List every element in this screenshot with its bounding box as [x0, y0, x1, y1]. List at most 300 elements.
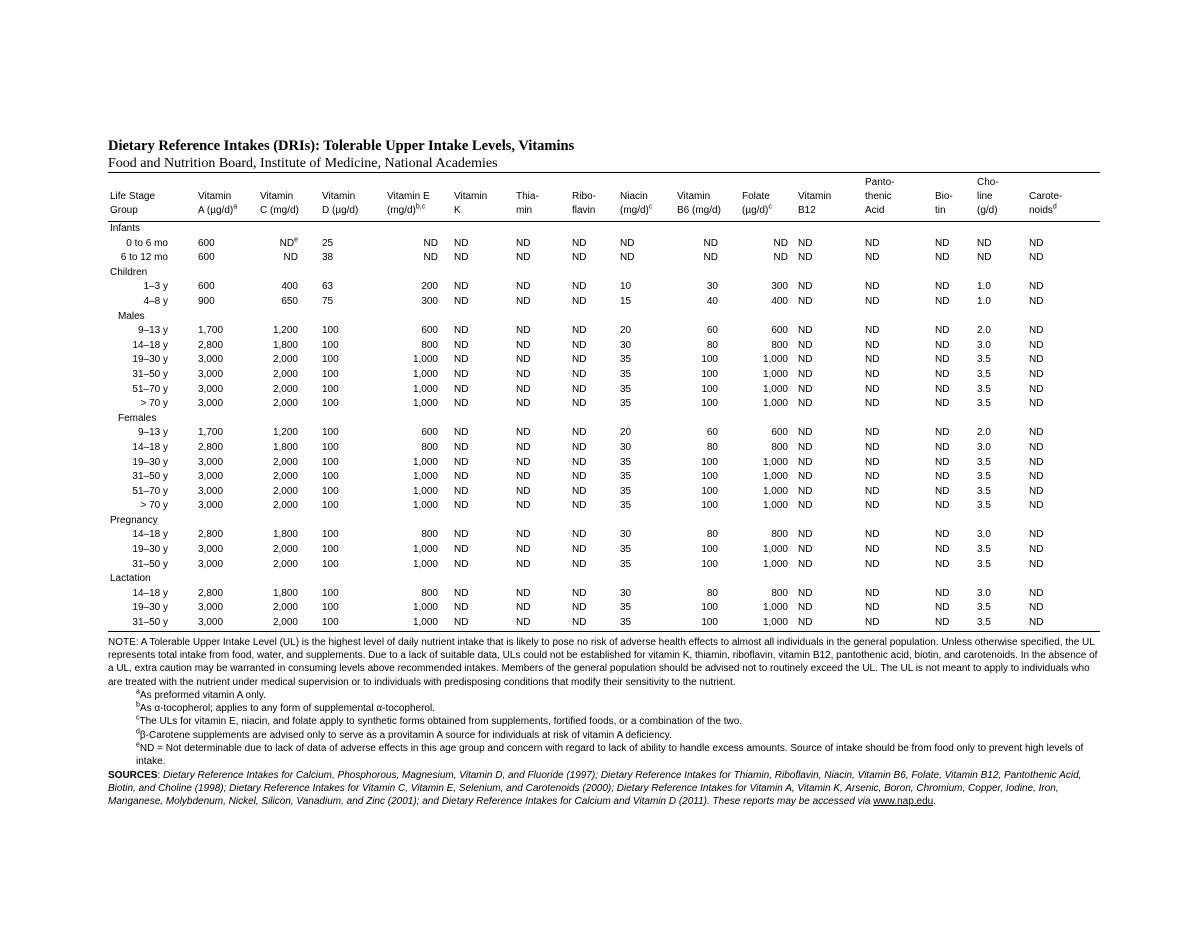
value-cell: ND	[454, 544, 469, 556]
value-cell: 30	[620, 587, 632, 599]
value-cell: 600	[421, 325, 438, 337]
value-cell: ND	[1029, 485, 1044, 497]
value-cell: ND	[865, 339, 880, 351]
value-cell: ND	[454, 383, 469, 395]
value-cell: ND	[570, 616, 618, 631]
column-header: Vitamin A $(\mu g/d)^a$	[198, 191, 238, 216]
value-cell: ND	[572, 471, 587, 483]
value-cell: ND	[516, 281, 531, 293]
table-row	[108, 251, 1100, 266]
value-cell: 1,000	[412, 471, 438, 483]
value-cell: ND	[1029, 325, 1044, 337]
value-cell: ND	[1029, 602, 1044, 614]
value-cell: 600	[421, 427, 438, 439]
age-cell: 14–18 y	[132, 587, 168, 599]
group-label: Infants	[110, 223, 141, 234]
value-cell: ND	[516, 500, 531, 512]
value-cell: 800	[771, 441, 788, 453]
value-cell: ND	[935, 295, 950, 307]
value-cell: 1,000	[412, 485, 438, 497]
value-cell: 1.0	[977, 295, 991, 307]
value-cell: ND	[454, 456, 469, 468]
value-cell: 35	[620, 354, 632, 366]
value-cell: 3.0	[977, 441, 991, 453]
value-cell: ND	[572, 587, 587, 599]
table-row	[108, 499, 1100, 514]
value-cell: 1,000	[762, 602, 788, 614]
value-cell: ND	[865, 295, 880, 307]
value-cell: ND	[454, 471, 469, 483]
value-cell: 1,800	[272, 339, 298, 351]
value-cell: ND	[935, 427, 950, 439]
value-cell: ND	[798, 354, 813, 366]
value-cell: ND	[796, 616, 863, 631]
value-cell: 800	[771, 529, 788, 541]
value-cell: ND	[703, 252, 718, 264]
value-cell: 300	[771, 281, 788, 293]
value-cell: 3.5	[977, 471, 991, 483]
value-cell: 2,000	[272, 558, 298, 570]
table-row	[108, 601, 1100, 616]
column-header: Vitamin K	[454, 191, 488, 216]
value-cell: ND	[454, 368, 469, 380]
value-cell: 60	[706, 427, 718, 439]
value-cell: ND	[1029, 558, 1044, 570]
value-cell: ND	[865, 587, 880, 599]
value-cell: 1,000	[412, 558, 438, 570]
group-row	[108, 572, 1100, 587]
value-cell: ND	[935, 529, 950, 541]
nap-link[interactable]: www.nap.edu	[873, 796, 934, 808]
value-cell: 80	[706, 587, 718, 599]
value-cell: ND	[454, 281, 469, 293]
value-cell: ND	[798, 368, 813, 380]
value-cell: ND	[798, 295, 813, 307]
column-header: Folate $(\mu g/d)^c$	[742, 191, 772, 216]
value-cell: 38	[322, 252, 334, 264]
value-cell: ND	[933, 616, 975, 631]
value-cell: ND	[516, 544, 531, 556]
group-row	[108, 266, 1100, 281]
value-cell: ND	[1029, 456, 1044, 468]
value-cell: 100	[701, 471, 718, 483]
value-cell: ND	[572, 281, 587, 293]
value-cell: ND	[798, 237, 813, 249]
value-cell: 3,000	[198, 456, 224, 468]
table-body	[108, 222, 1100, 632]
column-header: Thia- min	[516, 191, 539, 216]
table-row	[108, 339, 1100, 354]
value-cell: ND	[935, 544, 950, 556]
value-cell: ND	[1029, 587, 1044, 599]
value-cell: ND	[620, 237, 635, 249]
value-cell: ND	[865, 237, 880, 249]
value-cell: 2,000	[272, 602, 298, 614]
table-row	[108, 485, 1100, 500]
value-cell: 1,000	[762, 383, 788, 395]
table-row	[108, 353, 1100, 368]
age-cell: > 70 y	[140, 500, 168, 512]
value-cell: 100	[701, 456, 718, 468]
value-cell: ND	[454, 339, 469, 351]
value-cell: ND	[865, 427, 880, 439]
value-cell: ND	[798, 339, 813, 351]
age-cell: > 70 y	[140, 398, 168, 410]
value-cell: ND	[516, 368, 531, 380]
value-cell: 3.5	[977, 354, 991, 366]
value-cell: ND	[865, 368, 880, 380]
table-row	[108, 558, 1100, 573]
group-row	[108, 222, 1100, 237]
table-note: NOTE: A Tolerable Upper Intake Level (UL) is the highest level of daily nutrient intake that is likely to pose no risk of adverse health effects to almost all individuals in the general population. Unless otherwise specified, the UL represents total intake from food, water, and supplements. Due to a lack of suitable data, ULs could not be established for vitamin K, thiamin, riboflavin, vitamin B12, pantothenic acid, biotin, and carotenoids. In the absence of a UL, extra caution may be warranted in consuming levels above recommended intakes. Members of the general population should be advised not to routinely exceed the UL. The UL is not meant to apply to individuals who are treated with the nutrient under medical supervision or to individuals with predisposing conditions that modify their sensitivity to the nutrient.	[108, 636, 1098, 688]
value-cell: ND	[1029, 237, 1044, 249]
value-cell: 1,000	[412, 456, 438, 468]
value-cell: 20	[620, 427, 632, 439]
value-cell: ND	[935, 398, 950, 410]
value-cell: 80	[706, 339, 718, 351]
value-cell: ND	[1029, 368, 1044, 380]
value-cell: ND	[703, 237, 718, 249]
value-cell: ND	[935, 471, 950, 483]
value-cell: ND	[798, 252, 813, 264]
value-cell: 3.5	[977, 456, 991, 468]
value-cell: 900	[198, 295, 215, 307]
age-cell: 6 to 12 mo	[120, 252, 168, 264]
value-cell: 100	[322, 383, 339, 395]
value-cell: ND	[798, 485, 813, 497]
value-cell: 80	[706, 529, 718, 541]
value-cell: 3,000	[198, 471, 224, 483]
value-cell: 30	[620, 529, 632, 541]
value-cell: 3.5	[977, 398, 991, 410]
value-cell: 300	[421, 295, 438, 307]
value-cell: 1,000	[762, 471, 788, 483]
value-cell: ND	[935, 325, 950, 337]
age-cell: 14–18 y	[132, 441, 168, 453]
value-cell: ND	[423, 237, 438, 249]
value-cell: 100	[701, 354, 718, 366]
value-cell: ND	[935, 485, 950, 497]
value-cell: ND	[454, 529, 469, 541]
value-cell: ND	[620, 252, 635, 264]
footnote: $^c$The ULs for vitamin E, niacin, and folate apply to synthetic forms obtained from supplements, fortified foods, or a combination of the two.	[136, 715, 743, 728]
value-cell: 1,000	[762, 558, 788, 570]
value-cell: ND	[516, 398, 531, 410]
value-cell: ND	[977, 252, 992, 264]
value-cell: ND	[516, 471, 531, 483]
footnote: $^e$ND = Not determinable due to lack of data of adverse effects in this age group and concern with regard to lack of ability to handle excess amounts. Source of intake should be from food only to prevent high levels of intake.	[136, 741, 1084, 768]
value-cell: ND	[935, 383, 950, 395]
value-cell: 40	[706, 295, 718, 307]
sources-label: SOURCES	[108, 769, 158, 781]
value-cell: ND	[572, 325, 587, 337]
value-cell: 650	[281, 295, 298, 307]
value-cell: ND	[572, 368, 587, 380]
value-cell: ND	[572, 354, 587, 366]
table-row	[108, 383, 1100, 398]
value-cell: 100	[322, 398, 339, 410]
value-cell: 100	[701, 383, 718, 395]
value-cell: 3.5	[977, 544, 991, 556]
value-cell: 100	[322, 471, 339, 483]
page-title: Dietary Reference Intakes (DRIs): Tolerable Upper Intake Levels, Vitamins	[108, 138, 575, 154]
age-cell: 14–18 y	[132, 339, 168, 351]
value-cell: 100	[322, 558, 339, 570]
value-cell: ND	[865, 398, 880, 410]
value-cell: 3.5	[977, 368, 991, 380]
value-cell: 35	[620, 500, 632, 512]
value-cell: ND	[572, 427, 587, 439]
ul-vitamins-table	[108, 172, 1100, 632]
value-cell: $ND^e$	[279, 236, 298, 249]
value-cell: ND	[1029, 354, 1044, 366]
value-cell: ND	[454, 485, 469, 497]
value-cell: ND	[1029, 383, 1044, 395]
value-cell: 600	[771, 427, 788, 439]
value-cell: ND	[572, 295, 587, 307]
age-cell: 31–50 y	[132, 471, 168, 483]
age-cell: 19–30 y	[132, 354, 168, 366]
table-row	[108, 397, 1100, 412]
column-header: Vitamin D (µg/d)	[322, 191, 359, 216]
value-cell: 1,200	[272, 325, 298, 337]
value-cell: 600	[198, 237, 215, 249]
table-row	[108, 426, 1100, 441]
footnote: $^b$As α-tocopherol; applies to any form of supplemental α-tocopherol.	[136, 701, 435, 715]
value-cell: ND	[798, 587, 813, 599]
value-cell: 1,800	[272, 529, 298, 541]
value-cell: ND	[572, 544, 587, 556]
group-row	[108, 412, 1100, 427]
value-cell: 1.0	[977, 281, 991, 293]
value-cell: 75	[322, 295, 334, 307]
value-cell: 3,000	[198, 398, 224, 410]
value-cell: ND	[935, 602, 950, 614]
value-cell: 100	[322, 485, 339, 497]
value-cell: ND	[865, 500, 880, 512]
group-row	[108, 514, 1100, 529]
age-cell: 19–30 y	[132, 456, 168, 468]
value-cell: ND	[935, 339, 950, 351]
value-cell: ND	[1029, 295, 1044, 307]
age-cell: 0 to 6 mo	[126, 237, 168, 249]
table-header-row	[108, 173, 1100, 222]
value-cell: 100	[701, 398, 718, 410]
value-cell: 2,000	[272, 544, 298, 556]
value-cell: 15	[620, 295, 632, 307]
value-cell: ND	[454, 602, 469, 614]
value-cell: 1,000	[412, 602, 438, 614]
value-cell: ND	[514, 616, 570, 631]
value-cell: ND	[798, 544, 813, 556]
group-label: Females	[118, 412, 157, 424]
value-cell: 1,200	[272, 427, 298, 439]
age-cell: 1–3 y	[143, 281, 168, 293]
value-cell: 800	[421, 441, 438, 453]
value-cell: 2,800	[198, 441, 224, 453]
value-cell: ND	[798, 471, 813, 483]
column-header: Life Stage Group	[110, 191, 156, 216]
value-cell: 1,000	[762, 544, 788, 556]
value-cell: 3,000	[198, 368, 224, 380]
group-label: Pregnancy	[110, 514, 158, 526]
value-cell: 100	[675, 616, 740, 631]
age-cell: 51–70 y	[132, 485, 168, 497]
value-cell: ND	[798, 456, 813, 468]
value-cell: 800	[421, 587, 438, 599]
value-cell: ND	[863, 616, 933, 631]
value-cell: 2,000	[272, 485, 298, 497]
value-cell: 35	[620, 383, 632, 395]
notes-section	[108, 636, 1100, 809]
value-cell: 1,000	[412, 354, 438, 366]
value-cell: 100	[322, 456, 339, 468]
value-cell: 800	[771, 587, 788, 599]
age-cell: 19–30 y	[132, 602, 168, 614]
value-cell: ND	[798, 383, 813, 395]
value-cell: 30	[620, 441, 632, 453]
value-cell: 400	[281, 281, 298, 293]
value-cell: 2,800	[198, 529, 224, 541]
value-cell: ND	[516, 339, 531, 351]
value-cell: 100	[322, 325, 339, 337]
age-cell: 14–18 y	[132, 529, 168, 541]
value-cell: ND	[798, 441, 813, 453]
value-cell: 100	[322, 354, 339, 366]
value-cell: 100	[322, 427, 339, 439]
value-cell: 100	[322, 441, 339, 453]
value-cell: 3,000	[198, 485, 224, 497]
value-cell: 800	[771, 339, 788, 351]
value-cell: ND	[454, 295, 469, 307]
age-cell: 51–70 y	[132, 383, 168, 395]
value-cell: ND	[1029, 544, 1044, 556]
value-cell: ND	[516, 441, 531, 453]
value-cell: 100	[322, 339, 339, 351]
table-row	[108, 528, 1100, 543]
value-cell: 1,000	[762, 368, 788, 380]
value-cell: 100	[322, 500, 339, 512]
value-cell: 10	[620, 281, 632, 293]
table-row	[108, 587, 1100, 602]
age-cell: 4–8 y	[143, 295, 168, 307]
table-row	[108, 280, 1100, 295]
value-cell: 1,000	[762, 354, 788, 366]
value-cell: 1,000	[412, 383, 438, 395]
value-cell: ND	[865, 383, 880, 395]
footnotes	[108, 689, 1100, 769]
age-cell: 9–13 y	[137, 325, 168, 337]
value-cell: ND	[572, 441, 587, 453]
value-cell: 1,000	[412, 500, 438, 512]
footnote: $^d$β-Carotene supplements are advised only to serve as a provitamin A source for individuals at risk of vitamin A deficiency.	[136, 728, 672, 741]
value-cell: ND	[1027, 616, 1100, 631]
value-cell: ND	[454, 252, 469, 264]
value-cell: ND	[977, 237, 992, 249]
value-cell: ND	[1029, 398, 1044, 410]
value-cell: 3.5	[977, 558, 991, 570]
value-cell: ND	[1029, 252, 1044, 264]
value-cell: 2,000	[272, 383, 298, 395]
value-cell: 2,000	[272, 354, 298, 366]
value-cell: ND	[798, 427, 813, 439]
value-cell: ND	[865, 529, 880, 541]
value-cell: 63	[322, 281, 334, 293]
value-cell: ND	[454, 500, 469, 512]
value-cell: 1,000	[412, 398, 438, 410]
value-cell: 25	[322, 237, 334, 249]
value-cell: 3,000	[198, 544, 224, 556]
column-header: Bio- tin	[935, 191, 953, 216]
value-cell: 800	[421, 529, 438, 541]
value-cell: 3,000	[198, 383, 224, 395]
value-cell: 2.0	[977, 325, 991, 337]
value-cell: ND	[1029, 471, 1044, 483]
value-cell: ND	[516, 456, 531, 468]
document	[108, 138, 1100, 808]
value-cell: ND	[935, 281, 950, 293]
group-label: Males	[118, 310, 145, 322]
value-cell: ND	[516, 383, 531, 395]
value-cell: ND	[572, 383, 587, 395]
value-cell: ND	[516, 529, 531, 541]
value-cell: ND	[773, 252, 788, 264]
value-cell: ND	[516, 427, 531, 439]
value-cell: ND	[1029, 281, 1044, 293]
value-cell: ND	[516, 602, 531, 614]
value-cell: ND	[865, 441, 880, 453]
value-cell: ND	[516, 558, 531, 570]
value-cell: ND	[935, 456, 950, 468]
column-header: Carote- noids$^d$	[1029, 191, 1063, 216]
value-cell: 3.0	[977, 587, 991, 599]
value-cell: ND	[935, 368, 950, 380]
value-cell: ND	[865, 544, 880, 556]
value-cell: 2,800	[198, 339, 224, 351]
value-cell: ND	[516, 587, 531, 599]
value-cell: ND	[1029, 339, 1044, 351]
value-cell: ND	[572, 485, 587, 497]
value-cell: 100	[322, 544, 339, 556]
value-cell: 3.5	[977, 383, 991, 395]
value-cell: ND	[798, 500, 813, 512]
value-cell: ND	[865, 471, 880, 483]
value-cell: 1,000	[412, 368, 438, 380]
value-cell: 1,000	[762, 456, 788, 468]
column-header: Vitamin C (mg/d)	[260, 191, 299, 216]
value-cell: ND	[865, 325, 880, 337]
value-cell: ND	[865, 354, 880, 366]
value-cell: 3,000	[198, 354, 224, 366]
value-cell: 3.0	[977, 529, 991, 541]
table-row	[108, 616, 1100, 631]
value-cell: ND	[1029, 427, 1044, 439]
value-cell: 100	[701, 544, 718, 556]
value-cell: ND	[572, 529, 587, 541]
value-cell: 3,000	[198, 602, 224, 614]
value-cell: 2,000	[272, 456, 298, 468]
value-cell: ND	[935, 252, 950, 264]
value-cell: 1,000	[762, 398, 788, 410]
value-cell: ND	[283, 252, 298, 264]
table-row	[108, 441, 1100, 456]
table-row	[108, 295, 1100, 310]
value-cell: 100	[701, 558, 718, 570]
value-cell: ND	[865, 252, 880, 264]
value-cell: 2,000	[272, 368, 298, 380]
value-cell: 2,000	[272, 398, 298, 410]
value-cell: ND	[865, 485, 880, 497]
